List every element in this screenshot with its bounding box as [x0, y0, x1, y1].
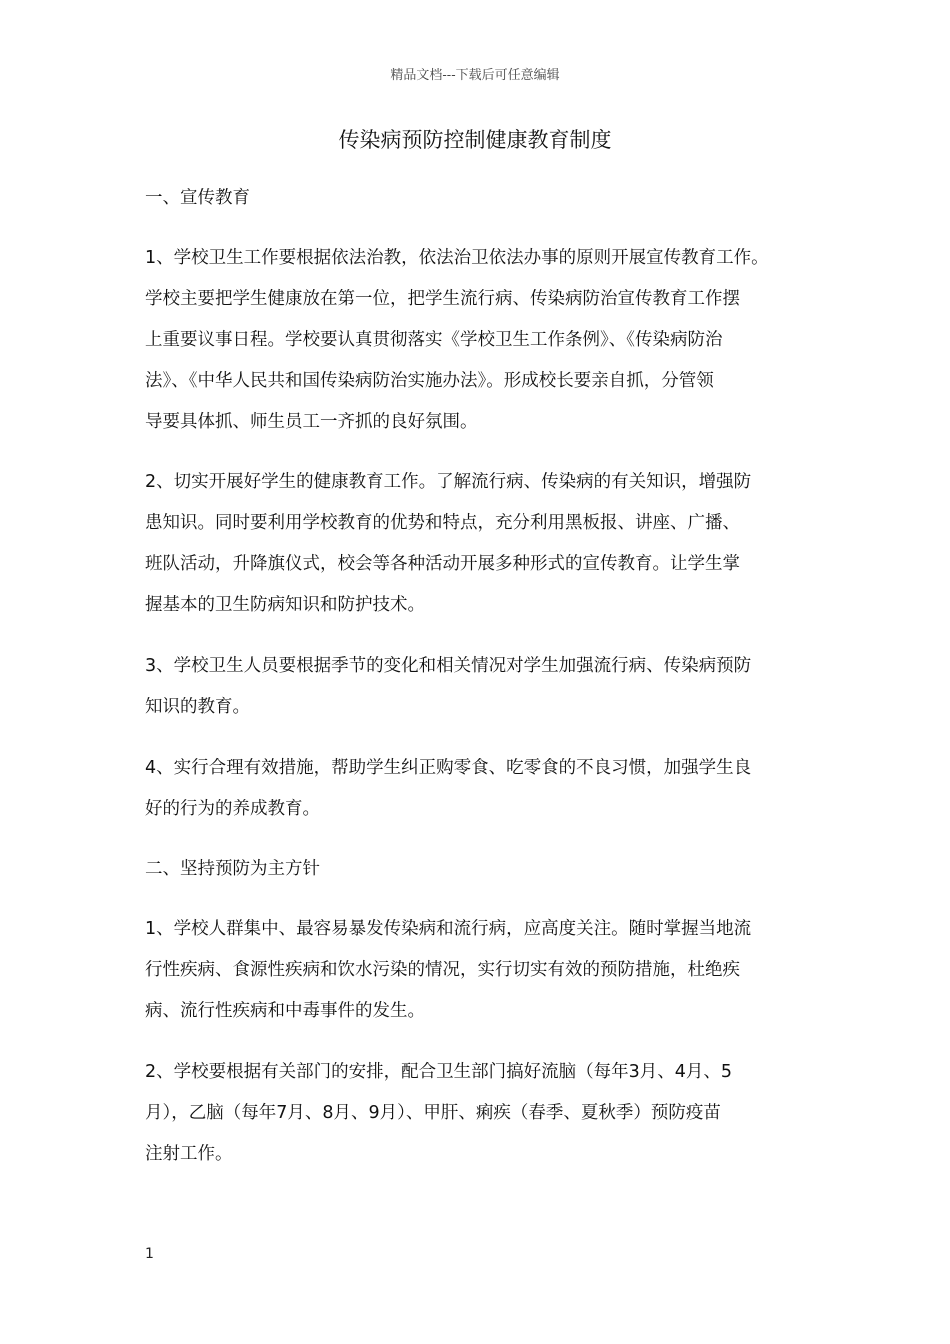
- paragraph-line: 学校主要把学生健康放在第一位，把学生流行病、传染病防治宣传教育工作摆: [145, 289, 740, 309]
- paragraph-line: 握基本的卫生防病知识和防护技术。: [145, 595, 425, 615]
- paragraph-line: 知识的教育。: [145, 697, 250, 717]
- page-header-note: 精品文档---下载后可任意编辑: [390, 68, 560, 83]
- paragraph-line: 1、学校人群集中、最容易暴发传染病和流行病，应高度关注。随时掌握当地流: [145, 919, 752, 939]
- paragraph-line: 注射工作。: [145, 1144, 233, 1164]
- paragraph-line: 导要具体抓、师生员工一齐抓的良好氛围。: [145, 412, 478, 432]
- paragraph-line: 上重要议事日程。学校要认真贯彻落实《学校卫生工作条例》、《传染病防治: [145, 330, 723, 350]
- paragraph-line: 法》、《中华人民共和国传染病防治实施办法》。形成校长要亲自抓，分管领: [145, 371, 714, 391]
- paragraph-line: 2、切实开展好学生的健康教育工作。了解流行病、传染病的有关知识，增强防: [145, 472, 752, 492]
- paragraph-line: 2、学校要根据有关部门的安排，配合卫生部门搞好流脑（每年3月、4月、5: [145, 1062, 733, 1082]
- document-title: 传染病预防控制健康教育制度: [338, 128, 612, 152]
- paragraph-line: 病、流行性疾病和中毒事件的发生。: [145, 1001, 425, 1021]
- paragraph-line: 3、学校卫生人员要根据季节的变化和相关情况对学生加强流行病、传染病预防: [145, 656, 752, 676]
- paragraph-line: 4、实行合理有效措施，帮助学生纠正购零食、吃零食的不良习惯，加强学生良: [145, 758, 752, 778]
- page-number: 1: [145, 1246, 154, 1262]
- section-heading-1: 一、宣传教育: [145, 188, 250, 208]
- paragraph-line: 好的行为的养成教育。: [145, 799, 320, 819]
- paragraph-line: 月），乙脑（每年7月、8月、9月）、甲肝、痢疾（春季、夏秋季）预防疫苗: [145, 1103, 721, 1123]
- paragraph-line: 1、学校卫生工作要根据依法治教，依法治卫依法办事的原则开展宣传教育工作。: [145, 248, 769, 268]
- paragraph-line: 行性疾病、食源性疾病和饮水污染的情况，实行切实有效的预防措施，杜绝疾: [145, 960, 740, 980]
- section-heading-2: 二、坚持预防为主方针: [145, 859, 320, 879]
- paragraph-line: 患知识。同时要利用学校教育的优势和特点，充分利用黑板报、讲座、广播、: [145, 513, 740, 533]
- paragraph-line: 班队活动，升降旗仪式，校会等各种活动开展多种形式的宣传教育。让学生掌: [145, 554, 740, 574]
